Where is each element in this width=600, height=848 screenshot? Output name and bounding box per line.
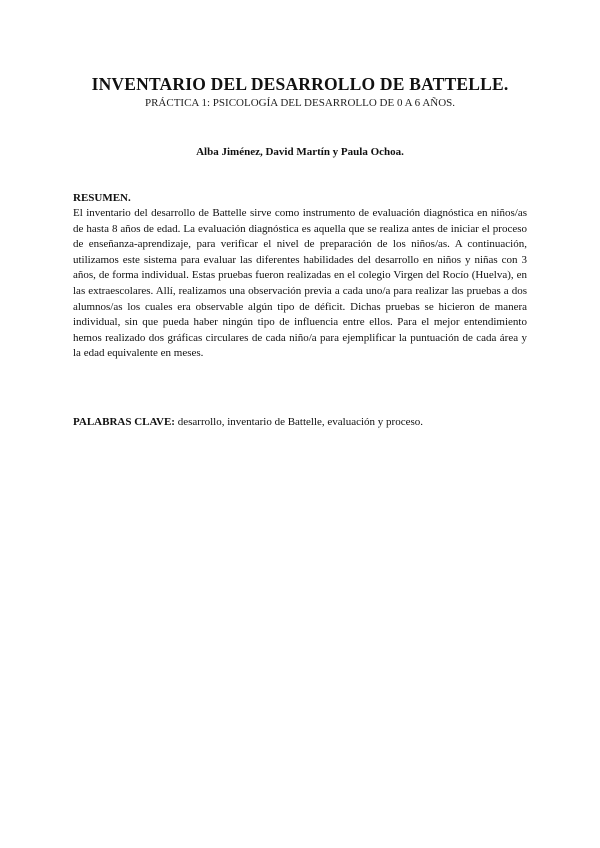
abstract-text: El inventario del desarrollo de Battelle sirve como instrumento de evaluación diagnóstica en niños/as de hasta 8 años de edad. La evaluación diagnóstica es aquella que se realiza antes de iniciar el proceso de enseñanza-aprendizaje, para verificar el nivel de preparación de los niños/as. A continuación, utilizamos este sistema para evaluar las diferentes habilidades del desarrollo en niños y niñas con 3 años, de forma individual. Estas pruebas fueron realizadas en el colegio Virgen del Rocío (Huelva), en las extraescolares. Allí, realizamos una observación previa a cada uno/a para realizar las pruebas a dos alumnos/as los cuales era observable algún tipo de déficit. Dichas pruebas se hicieron de manera individual, sin que pueda haber ningún tipo de influencia entre ellos. Para el mejor entendimiento hemos realizado dos gráficas circulares de cada niño/a para ejemplificar la puntuación de cada área y la edad equivalente en meses.: [73, 207, 527, 360]
abstract-heading: RESUMEN.: [73, 192, 131, 204]
keywords-line: [73, 416, 527, 428]
document-authors: Alba Jiménez, David Martín y Paula Ochoa.: [196, 146, 404, 158]
keywords-text: desarrollo, inventario de Battelle, evaluación y proceso.: [174, 416, 424, 428]
keywords-label: PALABRAS CLAVE:: [73, 416, 175, 428]
document-title: INVENTARIO DEL DESARROLLO DE BATTELLE.: [91, 74, 509, 94]
document-subtitle: PRÁCTICA 1: PSICOLOGÍA DEL DESARROLLO DE 0 A 6 AÑOS.: [144, 97, 456, 109]
